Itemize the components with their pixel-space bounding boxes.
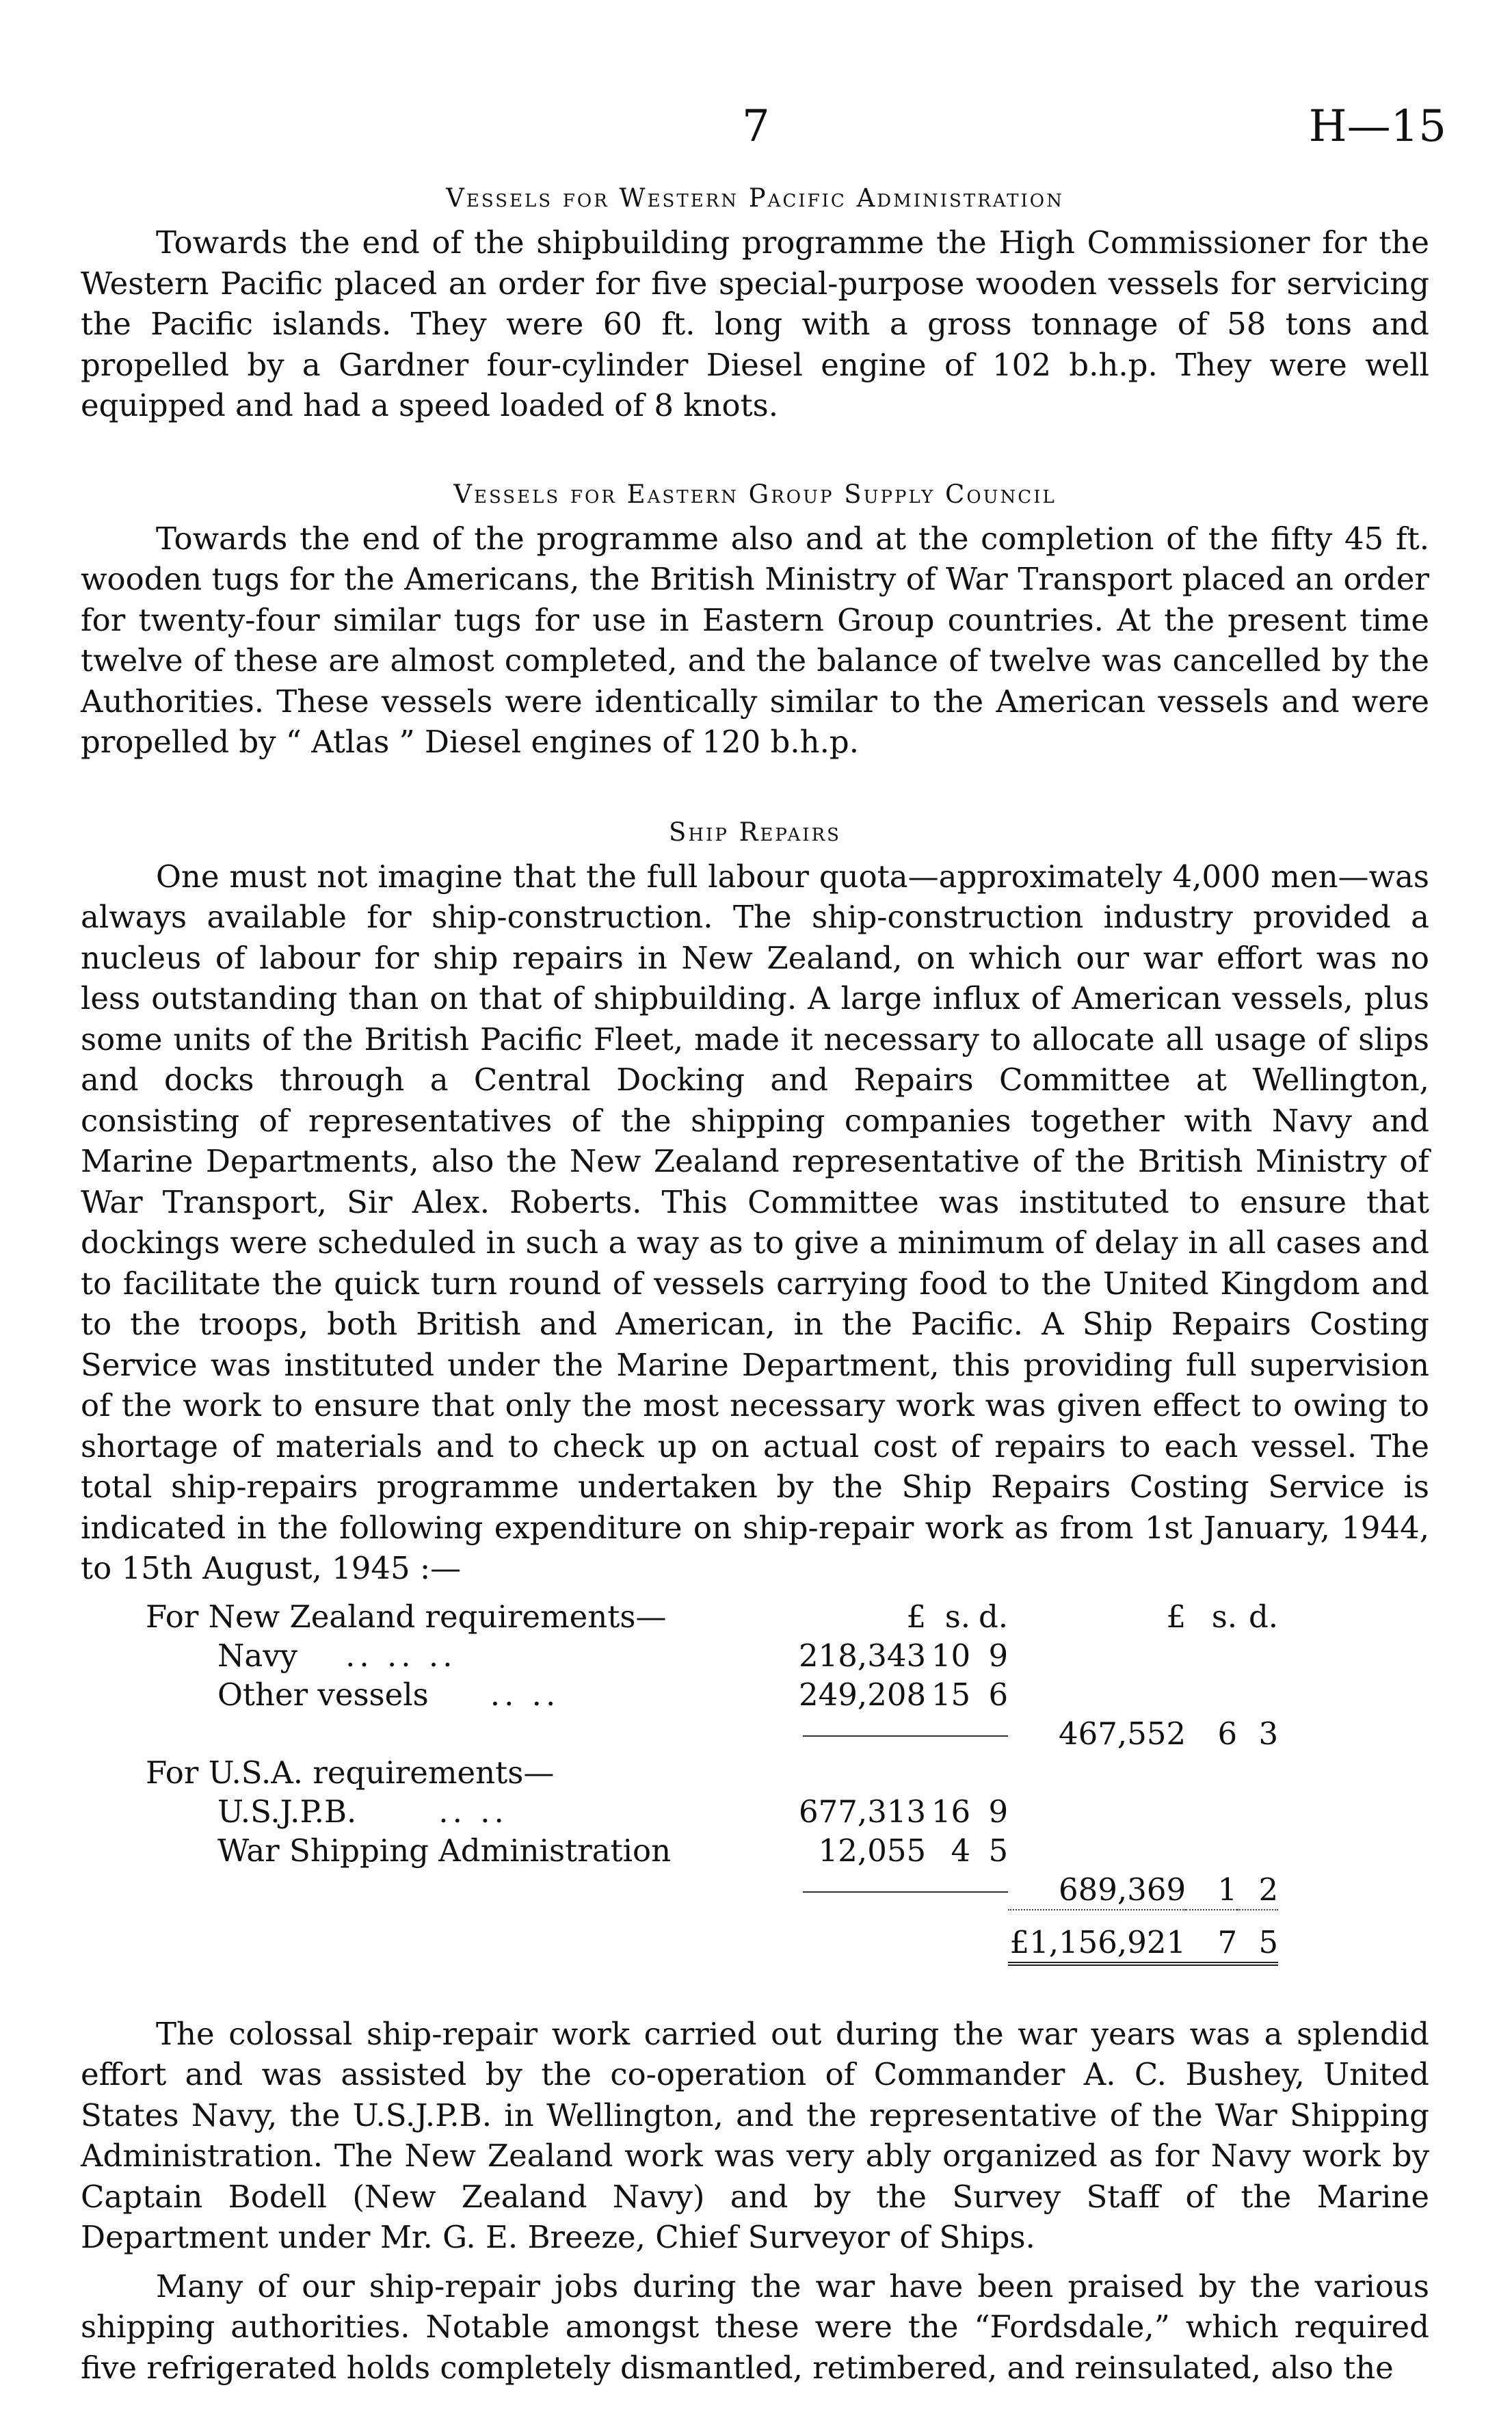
section-heading-ship-repairs: Ship Repairs — [669, 817, 841, 847]
table-row — [81, 1870, 1278, 1910]
table-row — [81, 1753, 1278, 1792]
col-header-pounds: £ — [906, 1598, 927, 1635]
page-body — [81, 183, 1429, 2388]
page-header — [0, 82, 1512, 157]
total-rule — [1008, 1910, 1278, 1923]
grand-total-pence: 5 — [1237, 1923, 1278, 1964]
col-header-pounds-total: £ — [1166, 1598, 1186, 1635]
row-pounds: 218,343 — [799, 1637, 927, 1674]
row-pence: 9 — [988, 1793, 1009, 1830]
usa-requirements-label: For U.S.A. requirements— — [146, 1754, 555, 1791]
col-header-pence: d. — [978, 1598, 1009, 1635]
col-header-shillings: s. — [944, 1598, 971, 1635]
table-row — [81, 1910, 1278, 1923]
grand-total-pounds: £1,156,921 — [1008, 1923, 1186, 1964]
nz-requirements-label: For New Zealand requirements— — [146, 1598, 667, 1635]
paragraph-colossal-repair-work: The colossal ship-repair work carried out during the war years was a splendid effort and was assisted by the co-operation of Commander A. C. Bushey, United States Navy, the U.S.J.P.B. in Wellington, and the representative of the War Shipping Administration. The New Zealand work was very ably organized as for Navy work by Captain Bodell (New Zealand Navy) and by the Survey Staff of the Marine Department under Mr. G. E. Breeze, Chief Surveyor of Ships. — [81, 2015, 1429, 2255]
subtotal-rule — [799, 1870, 1008, 1910]
row-label: U.S.J.P.B. .. .. — [217, 1793, 508, 1830]
paragraph-praised-repairs: Many of our ship-repair jobs during the war have been praised by the various shipping authorities. Notable amongst these were the “Fordsdale,” which required five refrigerated holds completely dismantled, retimbered, and reinsulated, also the — [81, 2268, 1429, 2386]
section-heading-western-pacific: Vessels for Western Pacific Administration — [446, 183, 1064, 213]
table-row — [81, 1636, 1278, 1675]
row-shillings: 15 — [931, 1676, 971, 1713]
row-label: Other vessels .. .. — [217, 1676, 560, 1713]
page-number: 7 — [742, 101, 770, 152]
paragraph-ship-repairs: One must not imagine that the full labour quota—approximately 4,000 men—was always available for ship-construction. The ship-construction industry provided a nucleus of labour for ship repairs in New Zealand, on which our war effort was no less outstanding than on that of shipbuilding. A large influx of American vessels, plus some units of the British Pacific Fleet, made it necessary to allocate all usage of slips and docks through a Central Docking and Repairs Committee at Wellington, consisting of representatives of the shipping companies together with Navy and Marine Departments, also the New Zealand representative of the British Ministry of War Transport, Sir Alex. Roberts. This Committee was instituted to ensure that dockings were scheduled in such a way as to give a minimum of delay in all cases and to facilitate the quick turn round of vessels carrying food to the United Kingdom and to the troops, both British and American, in the Pacific. A Ship Repairs Costing Service was instituted under the Marine Department, this providing full supervision of the work to ensure that only the most necessary work was given effect to owing to shortage of materials and to check up on actual cost of repairs to each vessel. The total ship-repairs programme undertaken by the Ship Repairs Costing Service is indicated in the following expenditure on ship-repair work as from 1st January, 1944, to 15th August, 1945 :— — [81, 858, 1429, 1586]
row-pence: 5 — [988, 1832, 1009, 1869]
paragraph-eastern-group: Towards the end of the programme also and at the completion of the fifty 45 ft. wooden tugs for the Americans, the British Ministry of War Transport placed an order for twenty-four similar tugs for use in Eastern Group countries. At the present time twelve of these are almost completed, and the balance of twelve was cancelled by the Authorities. These vessels were identically similar to the American vessels and were propelled by “ Atlas ” Diesel engines of 120 b.h.p. — [81, 520, 1429, 760]
subtotal-rule — [799, 1714, 1008, 1753]
table-row — [81, 1923, 1278, 1964]
section-heading-eastern-group: Vessels for Eastern Group Supply Council — [453, 479, 1057, 509]
row-label: War Shipping Administration — [217, 1832, 672, 1869]
nz-total-pounds: 467,552 — [1059, 1715, 1186, 1752]
col-header-pence-total: d. — [1248, 1598, 1279, 1635]
nz-total-shillings: 6 — [1217, 1715, 1238, 1752]
table-row — [81, 1831, 1278, 1870]
paragraph-western-pacific: Towards the end of the shipbuilding programme the High Commissioner for the Western Pacific placed an order for five special-purpose wooden vessels for servicing the Pacific islands. They were 60 ft. long with a gross tonnage of 58 tons and propelled by a Gardner four-cylinder Diesel engine of 102 b.h.p. They were well equipped and had a speed loaded of 8 knots. — [81, 224, 1429, 423]
table-row — [81, 1597, 1278, 1636]
row-pounds: 12,055 — [818, 1832, 927, 1869]
usa-total-pence: 2 — [1258, 1871, 1279, 1908]
row-pounds: 677,313 — [799, 1793, 927, 1830]
document-code: H—15 — [1308, 101, 1446, 152]
row-shillings: 16 — [931, 1793, 971, 1830]
row-shillings: 4 — [951, 1832, 971, 1869]
table-row — [81, 1675, 1278, 1714]
row-label: Navy .. .. .. — [217, 1637, 457, 1674]
grand-total-shillings: 7 — [1186, 1923, 1237, 1964]
usa-total-pounds: 689,369 — [1059, 1871, 1186, 1908]
row-pence: 6 — [988, 1676, 1009, 1713]
table-row — [81, 1714, 1278, 1753]
col-header-shillings-total: s. — [1211, 1598, 1238, 1635]
nz-total-pence: 3 — [1258, 1715, 1279, 1752]
usa-total-shillings: 1 — [1217, 1871, 1238, 1908]
table-row — [81, 1792, 1278, 1831]
row-pence: 9 — [988, 1637, 1009, 1674]
row-shillings: 10 — [931, 1637, 971, 1674]
row-pounds: 249,208 — [799, 1676, 927, 1713]
expenditure-table — [81, 1597, 1278, 1966]
